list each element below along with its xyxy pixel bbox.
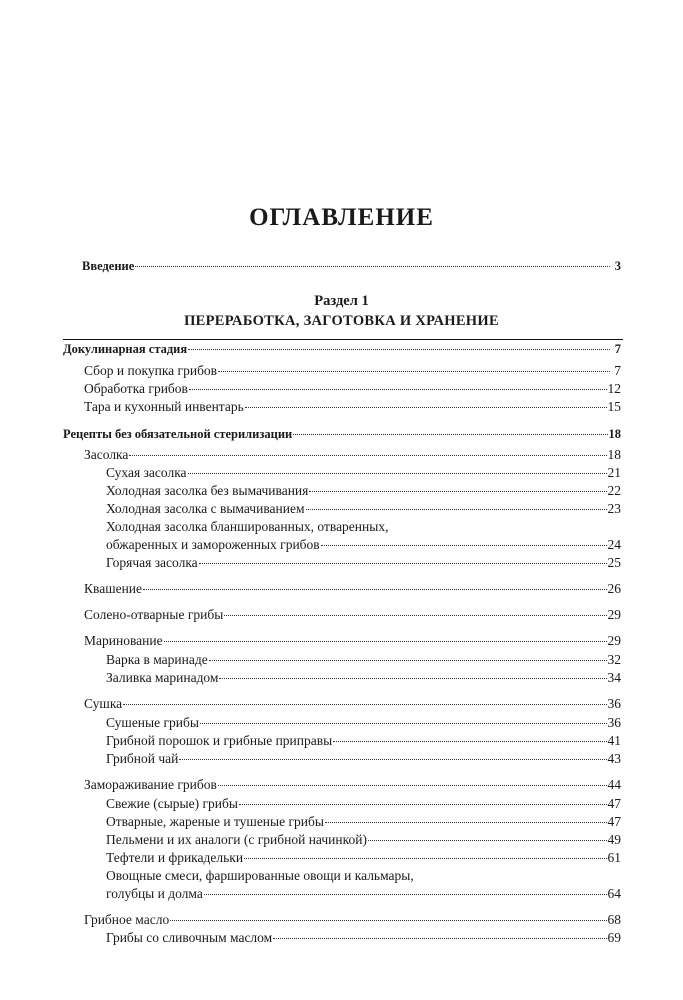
toc-entry[interactable] (106, 500, 621, 518)
dot-leader (244, 858, 606, 859)
toc-entry-label: Пельмени и их аналоги (с грибной начинкой) (106, 832, 367, 847)
toc-entry-page: 21 (607, 465, 621, 480)
toc-entry-label: Грибы со сливочным маслом (106, 930, 273, 945)
toc-entry[interactable] (84, 632, 621, 650)
toc-entry-label: Отварные, жареные и тушеные грибы (106, 814, 324, 829)
toc-entry[interactable] (84, 446, 621, 464)
dot-leader (199, 563, 607, 564)
dot-leader (219, 678, 606, 679)
toc-entry-label: Замораживание грибов (84, 777, 217, 792)
toc-entry-page: 61 (607, 850, 621, 865)
toc-entry-label: Докулинарная стадия (63, 342, 188, 356)
dot-leader (188, 473, 607, 474)
toc-entry-page: 41 (607, 733, 621, 748)
toc-entry-page: 64 (607, 886, 621, 901)
toc-entry[interactable] (106, 714, 621, 732)
toc-entry-label: Засолка (84, 447, 129, 462)
toc-entry-label: Грибной порошок и грибные приправы (106, 733, 333, 748)
toc-entry[interactable] (63, 340, 621, 358)
toc-entry-page: 22 (607, 483, 621, 498)
toc-entry[interactable] (84, 380, 621, 398)
toc-entry[interactable] (106, 750, 621, 768)
dot-leader (179, 759, 606, 760)
toc-entry[interactable] (84, 776, 621, 794)
toc-entry-page: 3 (614, 259, 621, 273)
dot-leader (293, 434, 607, 435)
toc-entry-label: Сухая засолка (106, 465, 187, 480)
toc-entry-label: Холодная засолка с вымачиванием (106, 501, 305, 516)
dot-leader (309, 491, 606, 492)
toc-entry-label-line1: Холодная засолка бланшированных, отваренных, (106, 519, 389, 534)
toc-entry-page: 7 (614, 342, 621, 356)
toc-entry[interactable] (106, 482, 621, 500)
dot-leader (218, 371, 610, 372)
dot-leader (224, 615, 606, 616)
dot-leader (306, 509, 607, 510)
section-title: ПЕРЕРАБОТКА, ЗАГОТОВКА И ХРАНЕНИЕ (184, 313, 499, 329)
toc-entry-page: 29 (607, 607, 621, 622)
toc-entry-page: 26 (607, 581, 621, 596)
toc-entry[interactable] (84, 398, 621, 416)
toc-entry-page: 49 (607, 832, 621, 847)
toc-entry[interactable] (84, 606, 621, 624)
toc-entry[interactable] (84, 911, 621, 929)
toc-entry-label: Маринование (84, 633, 163, 648)
toc-entry-page: 7 (614, 363, 621, 378)
toc-entry-label: Квашение (84, 581, 143, 596)
dot-leader (164, 641, 607, 642)
toc-entry[interactable] (106, 831, 621, 849)
toc-entry-page: 18 (607, 447, 621, 462)
toc-entry-page: 24 (607, 537, 621, 552)
toc-entry[interactable] (106, 651, 621, 669)
toc-entry-label: Сушеные грибы (106, 715, 199, 730)
dot-leader (333, 741, 606, 742)
toc-entry-page: 44 (607, 777, 621, 792)
toc-entry-page: 36 (607, 715, 621, 730)
toc-entry-label: Солено-отварные грибы (84, 607, 224, 622)
toc-entry[interactable] (106, 464, 621, 482)
dot-leader (188, 349, 610, 350)
toc-entry-page: 32 (607, 652, 621, 667)
toc-entry-page: 69 (607, 930, 621, 945)
dot-leader (129, 455, 606, 456)
toc-entry-page: 23 (607, 501, 621, 516)
toc-entry-page: 12 (607, 381, 621, 396)
toc-entry-label: Холодная засолка без вымачивания (106, 483, 309, 498)
toc-entry-page: 47 (607, 814, 621, 829)
toc-entry[interactable] (106, 669, 621, 687)
dot-leader (135, 266, 610, 267)
dot-leader (368, 840, 607, 841)
dot-leader (170, 920, 606, 921)
toc-entry-label: обжаренных и замороженных грибов (106, 537, 320, 552)
dot-leader (189, 389, 607, 390)
page-title: ОГЛАВЛЕНИЕ (249, 204, 434, 231)
toc-entry-label: Введение (82, 259, 135, 273)
toc-entry-page: 36 (607, 696, 621, 711)
toc-entry[interactable] (106, 929, 621, 947)
toc-entry[interactable] (106, 813, 621, 831)
toc-entry-label: Заливка маринадом (106, 670, 219, 685)
toc-entry-label: Горячая засолка (106, 555, 198, 570)
dot-leader (123, 704, 606, 705)
dot-leader (273, 938, 606, 939)
toc-entry[interactable] (84, 695, 621, 713)
toc-entry[interactable] (106, 849, 621, 867)
toc-entry-label: Грибное масло (84, 912, 170, 927)
toc-entry-intro[interactable] (82, 257, 621, 275)
toc-entry[interactable] (106, 536, 621, 554)
toc-entry-label: Тефтели и фрикадельки (106, 850, 244, 865)
dot-leader (239, 804, 607, 805)
toc-entry[interactable] (106, 885, 621, 903)
dot-leader (200, 723, 607, 724)
dot-leader (209, 660, 607, 661)
toc-entry-page: 47 (607, 796, 621, 811)
toc-entry-label: Грибной чай (106, 751, 179, 766)
toc-entry[interactable] (84, 362, 621, 380)
toc-entry-label: Варка в маринаде (106, 652, 208, 667)
toc-entry-page: 43 (607, 751, 621, 766)
toc-entry-label: Тара и кухонный инвентарь (84, 399, 244, 414)
toc-entry-label-line1: Овощные смеси, фаршированные овощи и кальмары, (106, 868, 414, 883)
dot-leader (325, 822, 607, 823)
toc-entry-page: 34 (607, 670, 621, 685)
toc-entry-label: Обработка грибов (84, 381, 188, 396)
toc-entry-label: Сбор и покупка грибов (84, 363, 218, 378)
dot-leader (204, 894, 607, 895)
toc-entry-label: Рецепты без обязательной стерилизации (63, 427, 293, 441)
toc-entry[interactable] (106, 795, 621, 813)
toc-entry[interactable] (63, 425, 621, 443)
toc-entry-label: Сушка (84, 696, 123, 711)
dot-leader (218, 785, 607, 786)
toc-entry[interactable] (84, 580, 621, 598)
toc-entry[interactable] (106, 732, 621, 750)
dot-leader (321, 545, 607, 546)
section-number: Раздел 1 (314, 293, 369, 309)
toc-entry-label: голубцы и долма (106, 886, 203, 901)
toc-entry-page: 15 (607, 399, 621, 414)
dot-leader (143, 589, 606, 590)
toc-entry-label: Свежие (сырые) грибы (106, 796, 238, 811)
dot-leader (245, 407, 607, 408)
toc-entry-page: 29 (607, 633, 621, 648)
toc-entry-page: 25 (607, 555, 621, 570)
toc-entry-page: 68 (607, 912, 621, 927)
toc-entry-page: 18 (608, 427, 621, 441)
toc-entry[interactable] (106, 554, 621, 572)
